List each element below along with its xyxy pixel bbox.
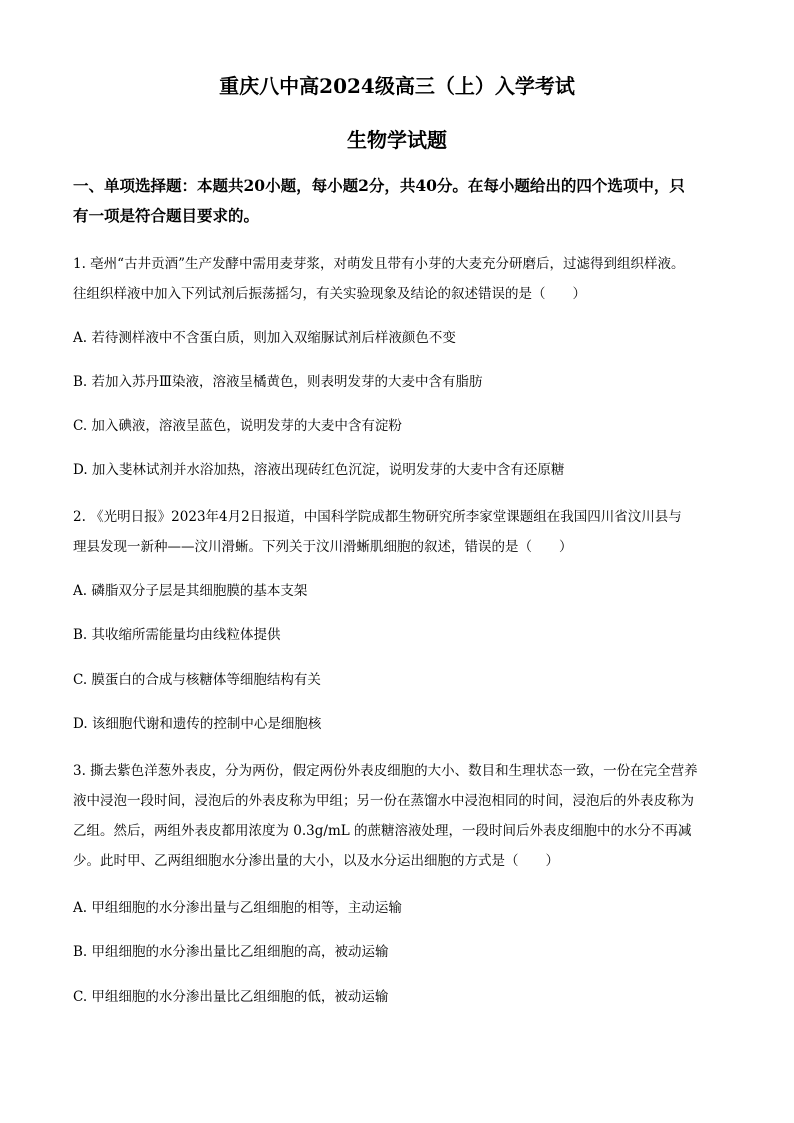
exam-subtitle: 生物学试题: [347, 128, 447, 152]
stem-line: 1. 亳州“古井贡酒”生产发酵中需用麦芽浆，对萌发且带有小芽的大麦充分研磨后，过滤得到组织样液。: [73, 256, 685, 272]
question-1-option-d: D. 加入斐林试剂并水浴加热，溶液出现砖红色沉淀，说明发芽的大麦中含有还原糖: [73, 462, 565, 478]
question-2-option-c: C. 膜蛋白的合成与核糖体等细胞结构有关: [73, 672, 321, 688]
question-2-option-d: D. 该细胞代谢和遗传的控制中心是细胞核: [73, 716, 322, 732]
exam-title: 重庆八中高2024级高三（上）入学考试: [219, 74, 575, 98]
question-3-option-a: A. 甲组细胞的水分渗出量与乙组细胞的相等，主动运输: [73, 900, 402, 916]
question-2-stem: [73, 502, 721, 562]
stem-line: 3. 撕去紫色洋葱外表皮，分为两份，假定两份外表皮细胞的大小、数目和生理状态一致，一份在完全营养: [73, 763, 698, 779]
stem-line: 往组织样液中加入下列试剂后振荡摇匀，有关实验现象及结论的叙述错误的是（ ）: [73, 286, 586, 302]
stem-line: 液中浸泡一段时间，浸泡后的外表皮称为甲组；另一份在蒸馏水中浸泡相同的时间，浸泡后的外表皮称为: [73, 793, 694, 809]
question-1-option-c: C. 加入碘液，溶液呈蓝色，说明发芽的大麦中含有淀粉: [73, 418, 402, 434]
question-3-stem: [73, 756, 721, 876]
stem-line: 少。此时甲、乙两组细胞水分渗出量的大小，以及水分运出细胞的方式是（ ）: [73, 853, 559, 869]
question-1-option-a: A. 若待测样液中不含蛋白质，则加入双缩脲试剂后样液颜色不变: [73, 330, 456, 346]
section-heading: [73, 172, 721, 232]
question-2-option-b: B. 其收缩所需能量均由线粒体提供: [73, 627, 281, 643]
section-heading-line: 一、单项选择题：本题共20小题，每小题2分，共40分。在每小题给出的四个选项中，只: [73, 176, 685, 195]
stem-line: 乙组。然后，两组外表皮都用浓度为 0.3g/mL 的蔗糖溶液处理，一段时间后外表皮细胞中的水分不再减: [73, 823, 692, 839]
section-heading-line: 有一项是符合题目要求的。: [73, 206, 260, 225]
question-1-stem: [73, 249, 721, 309]
question-1-option-b: B. 若加入苏丹Ⅲ染液，溶液呈橘黄色，则表明发芽的大麦中含有脂肪: [73, 374, 483, 390]
stem-line: 理县发现一新种——汶川滑蜥。下列关于汶川滑蜥肌细胞的叙述，错误的是（ ）: [73, 539, 573, 555]
question-2-option-a: A. 磷脂双分子层是其细胞膜的基本支架: [73, 583, 308, 599]
question-3-option-b: B. 甲组细胞的水分渗出量比乙组细胞的高，被动运输: [73, 944, 389, 960]
question-3-option-c: C. 甲组细胞的水分渗出量比乙组细胞的低，被动运输: [73, 989, 389, 1005]
stem-line: 2. 《光明日报》2023年4月2日报道，中国科学院成都生物研究所李家堂课题组在我国四川省汶川县与: [73, 509, 682, 525]
